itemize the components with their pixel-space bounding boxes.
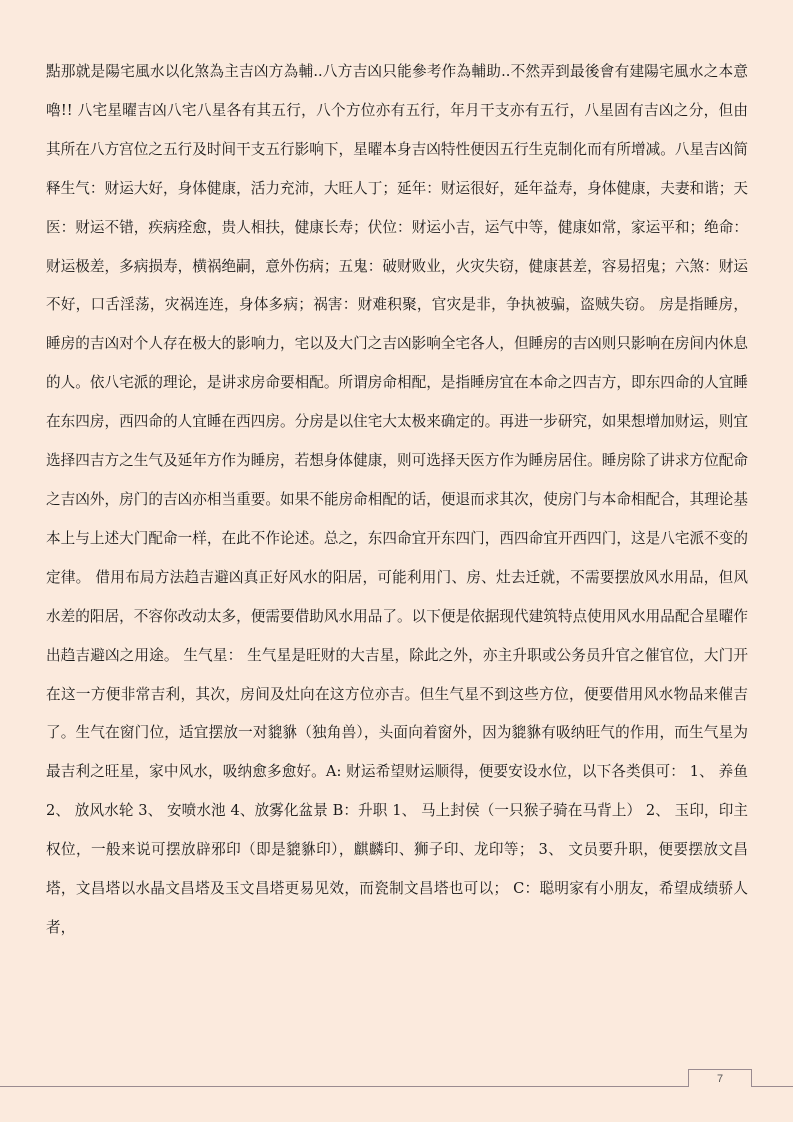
page-number-box [688, 1069, 752, 1087]
footer-rule [0, 1086, 793, 1087]
body-text: 點那就是陽宅風水以化煞為主吉凶方為輔..八方吉凶只能參考作為輔助..不然弄到最後會有建陽宅風水之本意嚕!! 八宅星曜吉凶八宅八星各有其五行，八个方位亦有五行，年月干支亦有五行，八星固有吉凶之分，但由其所在八方宫位之五行及时间干支五行影响下，星曜本身吉凶特性便因五行生克制化而有所增减。八星吉凶简释生气：财运大好，身体健康，活力充沛，大旺人丁；延年：财运很好，延年益寿，身体健康，夫妻和谐；天医：财运不错，疾病痊愈，贵人相扶，健康长寿；伏位：财运小吉，运气中等，健康如常，家运平和；绝命：财运极差，多病损寿，横祸绝嗣，意外伤病；五鬼：破财败业，火灾失窃，健康甚差，容易招鬼；六煞：财运不好，口舌淫荡，灾祸连连，身体多病；祸害：财难积聚，官灾是非，争执被骗，盗贼失窃。 房是指睡房，睡房的吉凶对个人存在极大的影响力，宅以及大门之吉凶影响全宅各人，但睡房的吉凶则只影响在房间内休息的人。依八宅派的理论，是讲求房命要相配。所谓房命相配，是指睡房宜在本命之四吉方，即东四命的人宜睡在东四房，西四命的人宜睡在西四房。分房是以住宅大太极来确定的。再进一步研究，如果想增加财运，则宜选择四吉方之生气及延年方作为睡房，若想身体健康，则可选择天医方作为睡房居住。睡房除了讲求方位配命之吉凶外，房门的吉凶亦相当重要。如果不能房命相配的话，便退而求其次，使房门与本命相配合，其理论基本上与上述大门配命一样，在此不作论述。总之，东四命宜开东四门，西四命宜开西四门，这是八宅派不变的定律。 借用布局方法趋吉避凶真正好风水的阳居，可能利用门、房、灶去迁就，不需要摆放风水用品，但风水差的阳居，不容你改动太多，便需要借助风水用品了。以下便是依据现代建筑特点使用风水用品配合星曜作出趋吉避凶之用途。 生气星： 生气星是旺财的大吉星，除此之外，亦主升职或公务员升官之催官位，大门开在这一方便非常吉利，其次，房间及灶向在这方位亦吉。但生气星不到这些方位，便要借用风水物品来催吉了。生气在窗门位，适宜摆放一对貔貅（独角兽），头面向着窗外，因为貔貅有吸纳旺气的作用，而生气星为最吉利之旺星，家中风水，吸纳愈多愈好。A: 财运希望财运顺得，便要安设水位，以下各类俱可： 1、 养鱼 2、 放风水轮 3、 安喷水池 4、放雾化盆景 B：升职 1、 马上封侯（一只猴子骑在马背上） 2、 玉印，印主权位，一般来说可摆放辟邪印（即是貔貅印），麒麟印、狮子印、龙印等； 3、 文员要升职，便要摆放文昌塔，文昌塔以水晶文昌塔及玉文昌塔更易见效，而瓷制文昌塔也可以； C：聪明家有小朋友，希望成绩骄人者， [46, 63, 748, 936]
page-number: 7 [716, 1073, 724, 1085]
